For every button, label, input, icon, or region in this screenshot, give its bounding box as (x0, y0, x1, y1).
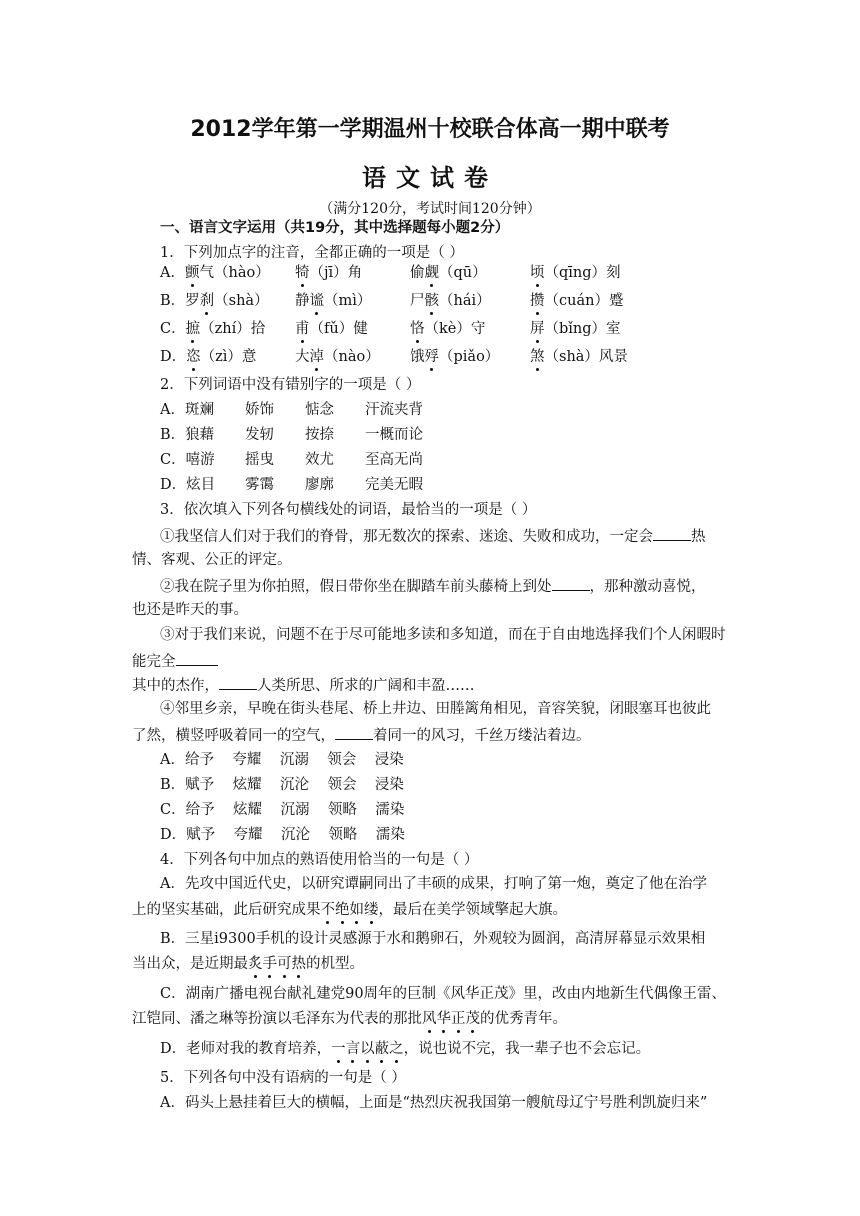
q4-stem: 4．下列各句中加点的熟语使用恰当的一句是（ ） (160, 852, 479, 868)
q3-option-a: A．给予 夸耀 沉溺 领会 浸染 (160, 752, 404, 768)
q1-item: 屏（bǐng）室 (530, 321, 621, 337)
q1-item: D．恣（zì）意 (160, 349, 257, 365)
q3-sentence-3: ③对于我们来说，问题不在于尽可能地多读和多知道，而在于自由地选择我们个人闲暇时 (160, 627, 726, 643)
q1-item: 尸骸（hái） (410, 293, 491, 309)
q1-item: 甫（fǔ）健 (295, 321, 368, 337)
q1-item: 犄（jī）角 (295, 265, 363, 281)
q2-stem: 2．下列词语中没有错别字的一项是（ ） (160, 377, 421, 393)
q2-item: 惦念 (305, 402, 334, 418)
emphasis-char: 煞 (530, 349, 545, 365)
q1-item: 恪（kè）守 (410, 321, 486, 337)
q1-option-label: A． (160, 265, 185, 281)
q2-item: 一概而论 (365, 427, 423, 443)
q4-option-a-cont: 上的坚实基础，此后研究成果不绝如缕，最后在美学领域擎起大旗。 (132, 902, 567, 918)
q3-sentence-4-cont: 了然，横竖呼吸着同一的空气， 着同一的风习，千丝万缕沾着边。 (132, 728, 591, 744)
exam-note: （满分120分，考试时间120分钟） (319, 201, 541, 217)
emphasis-char: 攒 (530, 293, 545, 309)
q1-item: 偷觑（qū） (410, 265, 487, 281)
q2-item: 汗流夹背 (365, 402, 423, 418)
q4-option-b-cont: 当出众，是近期最炙手可热的机型。 (132, 956, 364, 972)
q1-item: C．摭（zhí）拾 (160, 321, 266, 337)
q3-option-b: B．赋予 炫耀 沉沦 领会 浸染 (160, 777, 404, 793)
q3-sentence-2-cont: 也还是昨天的事。 (132, 602, 248, 618)
emphasis-char: 淖 (309, 349, 324, 365)
emphasis-char: 犄 (295, 265, 310, 281)
q2-item: 至高无尚 (365, 452, 423, 468)
dotted-idiom-a: 不绝如缕 (320, 902, 379, 918)
q1-stem: 1．下列加点字的注音，全都正确的一项是（ ） (160, 245, 464, 261)
exam-title: 2012学年第一学期温州十校联合体高一期中联考 (190, 117, 670, 142)
q4-option-b: B．三星i9300手机的设计灵感源于水和鹅卵石，外观较为圆润，高清屏幕显示效果相 (160, 931, 706, 947)
q2-item: 按捺 (305, 427, 334, 443)
emphasis-char: 殍 (424, 349, 439, 365)
q2-item: C．嘻游 (160, 452, 215, 468)
q1-option-label: B． (160, 293, 186, 309)
emphasis-char: 顷 (530, 265, 545, 281)
q3-sentence-3-cont2: 其中的杰作， 人类所思、所求的广阔和丰盈…… (132, 678, 475, 694)
q2-item: 发轫 (245, 427, 274, 443)
dotted-idiom-b: 炙手可热 (248, 956, 306, 972)
q3-sentence-1-cont: 情、客观、公正的评定。 (132, 552, 292, 568)
section-heading: 一、语言文字运用（共19分，其中选择题每小题2分） (160, 220, 510, 236)
q2-item: 完美无暇 (365, 477, 423, 493)
q1-item: 顷（qīng）刻 (530, 265, 621, 281)
q3-sentence-4: ④邻里乡亲，早晚在街头巷尾、桥上井边、田塍篱角相见，音容笑貌，闭眼塞耳也彼此 (160, 701, 711, 717)
q1-item: 煞（shà）风景 (530, 349, 628, 365)
q3-option-d: D．赋予 夸耀 沉沦 领略 濡染 (160, 827, 405, 843)
q3-option-c: C．给予 炫耀 沉溺 领略 濡染 (160, 802, 405, 818)
dotted-idiom-d: 一言以蔽之 (331, 1041, 404, 1057)
q4-option-c: C．湖南广播电视台献礼建党90周年的巨制《风华正茂》里，改由内地新生代偶像王雷、 (160, 986, 727, 1002)
emphasis-char: 恪 (410, 321, 425, 337)
q2-item: B．狼藉 (160, 427, 215, 443)
emphasis-char: 甫 (295, 321, 310, 337)
q1-item: 静谧（mì） (295, 293, 372, 309)
q2-item: 效尤 (305, 452, 334, 468)
q3-sentence-3-cont: 能完全 (132, 653, 218, 670)
q5-stem: 5．下列各句中没有语病的一句是（ ） (160, 1070, 406, 1086)
q3-stem: 3．依次填入下列各句横线处的词语，最恰当的一项是（ ） (160, 502, 537, 518)
q1-item: A．颤气（hào） (160, 265, 270, 281)
q2-item: A．斑斓 (160, 402, 214, 418)
q2-item: 娇饰 (245, 402, 274, 418)
emphasis-char: 谧 (309, 293, 324, 309)
q1-item: 饿殍（piǎo） (410, 349, 500, 365)
q1-item: 大淖（nào） (295, 349, 380, 365)
emphasis-char: 摭 (185, 321, 201, 337)
q4-option-c-cont: 江铠同、潘之琳等扮演以毛泽东为代表的那批风华正茂的优秀青年。 (132, 1011, 567, 1027)
emphasis-char: 骸 (424, 293, 439, 309)
q1-option-label: D． (160, 349, 187, 365)
q2-item: 雾霭 (245, 477, 274, 493)
q4-option-d: D．老师对我的教育培养，一言以蔽之，说也说不完，我一辈子也不会忘记。 (160, 1041, 651, 1057)
q5-option-a: A．码头上悬挂着巨大的横幅，上面是“热烈庆祝我国第一艘航母辽宁号胜利凯旋归来” (160, 1095, 708, 1111)
q1-item: B．罗刹（shà） (160, 293, 269, 309)
exam-subtitle: 语文试卷 (362, 164, 498, 192)
q2-item: D．炫目 (160, 477, 216, 493)
emphasis-char: 刹 (199, 293, 215, 309)
dotted-idiom-c: 风华正茂 (422, 1011, 480, 1027)
emphasis-char: 恣 (186, 349, 201, 365)
q2-item: 廖廓 (305, 477, 334, 493)
q1-option-label: C． (160, 321, 186, 337)
q2-item: 摇曳 (245, 452, 274, 468)
q1-item: 攒（cuán）蹙 (530, 293, 624, 309)
q3-sentence-2: ②我在院子里为你拍照，假日带你坐在脚踏车前头藤椅上到处 ，那种激动喜悦， (160, 579, 706, 595)
emphasis-char: 颤 (184, 265, 200, 281)
q3-sentence-1: ①我坚信人们对于我们的脊骨，那无数次的探索、迷途、失败和成功，一定会 热 (160, 529, 706, 545)
emphasis-char: 觑 (424, 265, 439, 281)
q4-option-a: A．先攻中国近代史，以研究谭嗣同出了丰硕的成果，打响了第一炮，奠定了他在治学 (160, 876, 707, 892)
emphasis-char: 屏 (530, 321, 545, 337)
